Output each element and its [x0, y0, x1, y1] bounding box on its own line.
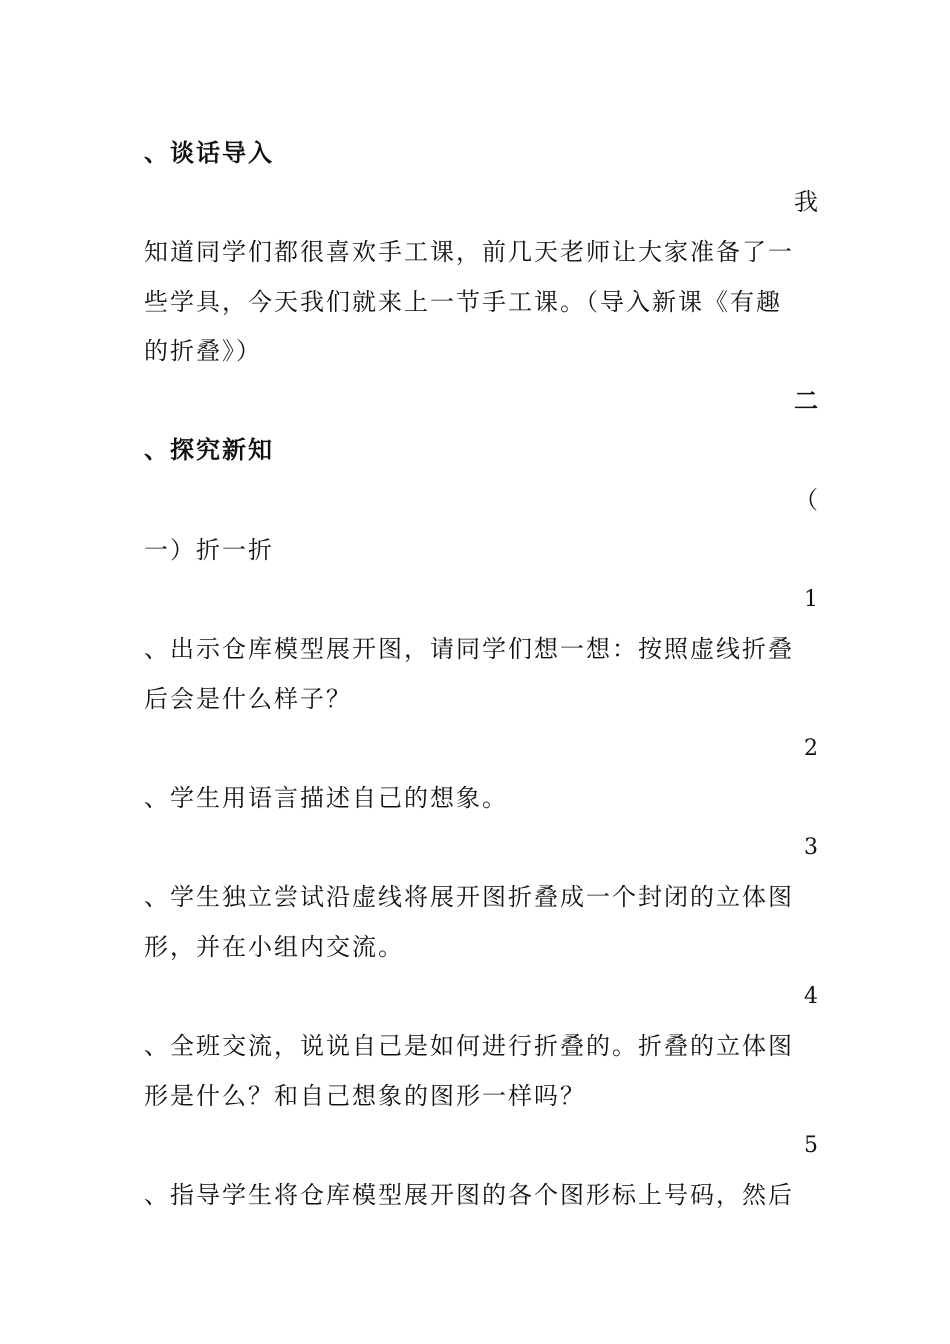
paragraph-line: 知道同学们都很喜欢手工课，前几天老师让大家准备了一	[144, 238, 794, 266]
paragraph-lead-char: 我	[794, 188, 818, 216]
item-line: 形是什么？和自己想象的图形一样吗？	[144, 1082, 586, 1110]
item-number: 2	[804, 736, 818, 761]
paragraph-line: 些学具，今天我们就来上一节手工课。（导入新课《有趣	[144, 288, 782, 316]
item-number: 4	[804, 984, 818, 1009]
item-line: 后会是什么样子？	[144, 685, 352, 713]
paragraph-line: 的折叠》）	[144, 337, 262, 365]
subsection-paren: （	[794, 486, 818, 514]
item-number: 3	[804, 835, 818, 860]
subsection-title: 一）折一折	[144, 536, 274, 564]
item-line: 、学生独立尝试沿虚线将展开图折叠成一个封闭的立体图	[144, 883, 794, 911]
section-heading-explore: 、探究新知	[144, 435, 274, 464]
item-line: 、学生用语言描述自己的想象。	[144, 784, 508, 812]
item-number: 1	[804, 587, 818, 612]
item-line: 、全班交流，说说自己是如何进行折叠的。折叠的立体图	[144, 1032, 794, 1060]
item-number: 5	[804, 1133, 818, 1158]
section-heading-talk-intro: 、谈话导入	[144, 138, 274, 167]
section-number: 二	[794, 386, 818, 415]
item-line: 、指导学生将仓库模型展开图的各个图形标上号码，然后	[144, 1181, 794, 1209]
item-line: 形，并在小组内交流。	[144, 933, 404, 961]
item-line: 、出示仓库模型展开图，请同学们想一想：按照虚线折叠	[144, 635, 794, 663]
